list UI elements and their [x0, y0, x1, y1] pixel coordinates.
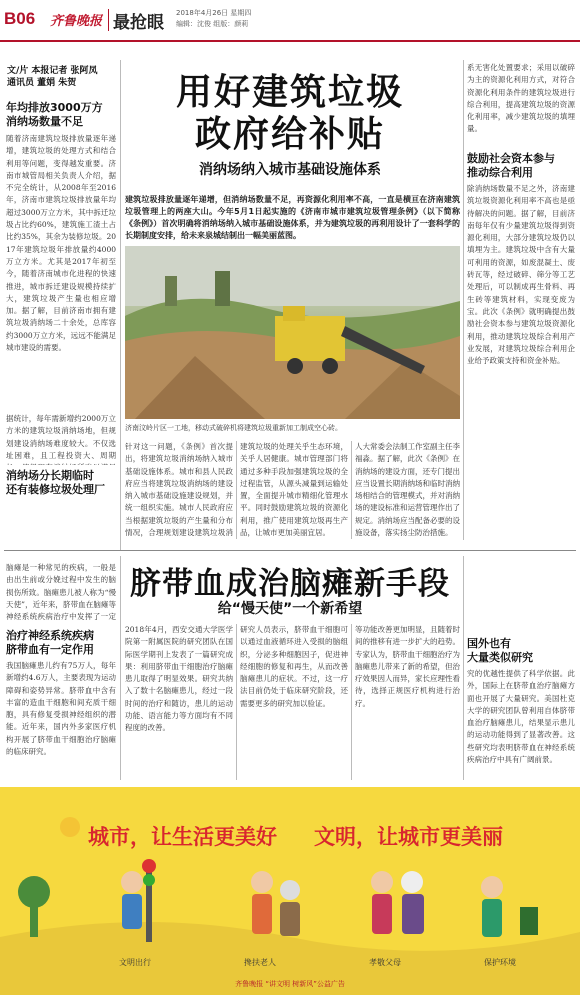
column-rule — [351, 624, 352, 780]
photo-caption: 济南汶岭片区一工地，移动式破碎机将建筑垃圾重新加工制成空心砖。 — [125, 424, 342, 432]
ad-slogan-2: 文明，让城市更美丽 — [314, 825, 503, 849]
article-column: 脑瘫是一种常见的疾病，一般是由出生前或分娩过程中发生的脑损伤所致。脑瘫患儿被人称为“慢天使”，近年来，脐带血在脑瘫等神经系统疾病治疗中发挥了一定 — [6, 563, 116, 622]
article-column: 等功能改善更加明显，且随着时间的推移有进一步扩大的趋势。专家认为，脐带血干细胞治疗为脑瘫患儿带来了新的希望，但治疗效果因人而异，家长应理性看待，选择正规医疗机构进行治疗。 — [355, 625, 460, 708]
article-column: 人大常委会法制工作室副主任李福淼。据了解，此次《条例》在消纳场的建设方面，还专门提出应当设置长期消纳场和临时消纳场相结合的管理模式，并对消纳场的建设标准和运营管理作出了规定。消纳场应当配备必要的设施设备，落实扬尘防治措施。 — [355, 442, 460, 538]
subhead-3a: 鼓励社会资本参与 — [467, 152, 555, 165]
article-column: 系无害化处置要求；采用以破碎为主的资源化利用方式，对符合资源化利用条件的建筑垃圾进行综合利用，提高建筑垃圾的资源化利用率，减少建筑垃圾的填埋量。 — [467, 63, 575, 134]
column-rule — [120, 556, 121, 780]
subhead-3b: 推动综合利用 — [467, 166, 533, 179]
byline-line-2: 通讯员 董娟 朱贺 — [7, 78, 77, 88]
story2-subhead-2b: 大量类似研究 — [467, 651, 533, 664]
public-service-ad — [0, 787, 580, 995]
story2-headline: 脐带血成治脑瘫新手段 — [130, 566, 450, 602]
article-column: 究的优越性提供了科学依据。此外，国际上在脐带血治疗脑瘫方面也开展了大量研究。美国杜克大学的研究团队曾利用自体脐带血治疗脑瘫患儿，结果显示患儿的运动功能得到了显著改善。这些研究均表明脐带血在神经系统疾病治疗中具有广阔前景。 — [467, 669, 575, 765]
subheadline: 消纳场纳入城市基础设施体系 — [199, 162, 381, 178]
article-column: 除消纳场数量不足之外，济南建筑垃圾资源化利用率不高也是亟待解决的问题。据了解，目前济南每年仅有少量建筑垃圾得到资源化利用，大部分建筑垃圾仍以填埋为主。建筑垃圾中含有大量可利用的资源，如废混凝土、废砖瓦等，经过破碎、筛分等工艺处理后，可以制成再生骨料、再生砖等建筑材料，实现变废为宝。此次《条例》就明确提出鼓励社会资本参与建筑垃圾资源化利用，推动建筑垃圾综合利用产业发展，对建筑垃圾综合利用企业给予政策支持和资金补贴。 — [467, 184, 575, 366]
ad-caption: 文明出行 — [119, 958, 151, 967]
column-rule — [120, 60, 121, 550]
article-column: 据统计，每年需新增约2000万立方米的建筑垃圾消纳场地，但规划建设消纳场难度较大。不仅选址困难，且工程投资大、周期 — [6, 414, 116, 460]
headline-line-2: 政府给补贴 — [194, 114, 385, 155]
column-rule — [351, 441, 352, 539]
byline-line-1: 文/片 本报记者 张阿凤 — [7, 66, 98, 76]
article-column: 针对这一问题，《条例》首次提出，将建筑垃圾消纳场纳入城市基础设施体系。城市和县人民政府应当将建筑垃圾消纳场的建设纳入城市基础设施建设规划，并统一组织实施。城市人民政府应当根据建筑垃圾的产生量和分布情况，合理规划建设建筑垃圾消 — [125, 442, 233, 538]
ad-caption: 搀扶老人 — [244, 958, 276, 967]
column-rule — [463, 60, 464, 540]
column-rule — [236, 624, 237, 780]
article-column: 建筑垃圾的处理关乎生态环境，关乎人居健康。城市管理部门将通过多种手段加强建筑垃圾的全过程监管，从源头减量到运输处置，全面提升城市精细化管理水平。同时鼓励建筑垃圾的资源化利用，推广使用建筑垃圾再生产品，让城市更加美丽宜居。 — [240, 442, 348, 538]
issue-date: 2018年4月26日 星期四 — [176, 9, 252, 17]
article-column: 研究人员表示，脐带血干细胞可以通过血液循环进入受损的脑组织，分泌多种细胞因子，促进神经细胞的修复和再生，从而改善脑瘫患儿的症状。不过，这一疗法目前仍处于临床研究阶段，还需要更多的研究加以验证。 — [240, 625, 348, 708]
story-divider — [4, 550, 576, 551]
subhead-2a: 消纳场分长期临时 — [6, 469, 94, 482]
ad-caption: 孝敬父母 — [369, 958, 401, 967]
lead-paragraph: 建筑垃圾排放量逐年递增，但消纳场数量不足，再资源化利用率不高，一直是横亘在济南建筑垃圾管理上的两座大山。今年5月1日起实施的《济南市城市建筑垃圾管理条例》（以下简称《条例》）首次明确将消纳场纳入城市基础设施体系，并为建筑垃圾的再利用设计了一套科学的长期制度安排，给未来泉城结制出一幅美丽蓝图。 — [125, 195, 460, 240]
story2-subheadline: 给“慢天使”一个新希望 — [217, 601, 363, 617]
ad-footer: 齐鲁晚报 “讲文明 树新风”公益广告 — [235, 980, 345, 988]
story2-subhead-1b: 脐带血有一定作用 — [6, 643, 94, 656]
subhead-1a: 年均排放3000万方 — [6, 101, 103, 114]
editors: 编辑：沈俊 组版：颜莉 — [176, 20, 249, 28]
section-title: 最抢眼 — [113, 13, 164, 33]
construction-waste-photo — [125, 246, 460, 419]
ad-caption: 保护环境 — [484, 958, 516, 967]
subhead-2b: 还有装修垃圾处理厂 — [6, 483, 105, 496]
newspaper-logo: 齐鲁晚报 — [50, 14, 103, 29]
headline-line-1: 用好建筑垃圾 — [175, 72, 404, 113]
page-number: B06 — [4, 9, 36, 28]
story2-subhead-1a: 治疗神经系统疾病 — [6, 629, 94, 642]
article-column: 随着济南建筑垃圾排放量逐年递增，建筑垃圾的处理方式和结合利用等问题，变得越发重要。济南市城管局相关负责人介绍，据不完全统计，从2008年至2016年，济南市建筑垃圾排放量年均超过3000万立方米，其中拆迁垃圾占比约60%，建筑施工渣土占比约35%，其余为装修垃圾。2017年建筑垃圾年排放量约4000万立方米。尤其是2017年初至今，随着济南城市化进程的快速推进，城市拆迁建设规模持续扩大，建筑垃圾产生量也相应增加。据了解，目前济南市拥有建筑垃圾消纳场二十余处，总库容约3000万立方米，远远不能满足城市建设的需要。 — [6, 134, 116, 353]
story2-subhead-2a: 国外也有 — [467, 637, 511, 650]
subhead-1b: 消纳场数量不足 — [6, 115, 83, 128]
column-rule — [236, 441, 237, 539]
ad-slogan-1: 城市，让生活更美好 — [88, 825, 277, 849]
article-column: 2018年4月，西安交通大学医学院第一附属医院的研究团队在国际医学期刊上发表了一篇研究成果：利用脐带血干细胞治疗脑瘫患儿取得了明显效果。研究共纳入了数十名脑瘫患儿，经过一段时间的治疗和随访，患儿的运动功能、语言能力等方面均有不同程度的改善。 — [125, 625, 233, 733]
masthead-divider — [108, 9, 109, 31]
article-column: 我国脑瘫患儿约有75万人，每年新增约4.6万人，主要表现为运动障碍和姿势异常。脐带血中含有丰富的造血干细胞和间充质干细胞，具有修复受损神经组织的潜能。近年来，国内外多家医疗机构开展了脐带血干细胞治疗脑瘫的临床研究。 — [6, 661, 116, 757]
column-rule — [463, 556, 464, 780]
